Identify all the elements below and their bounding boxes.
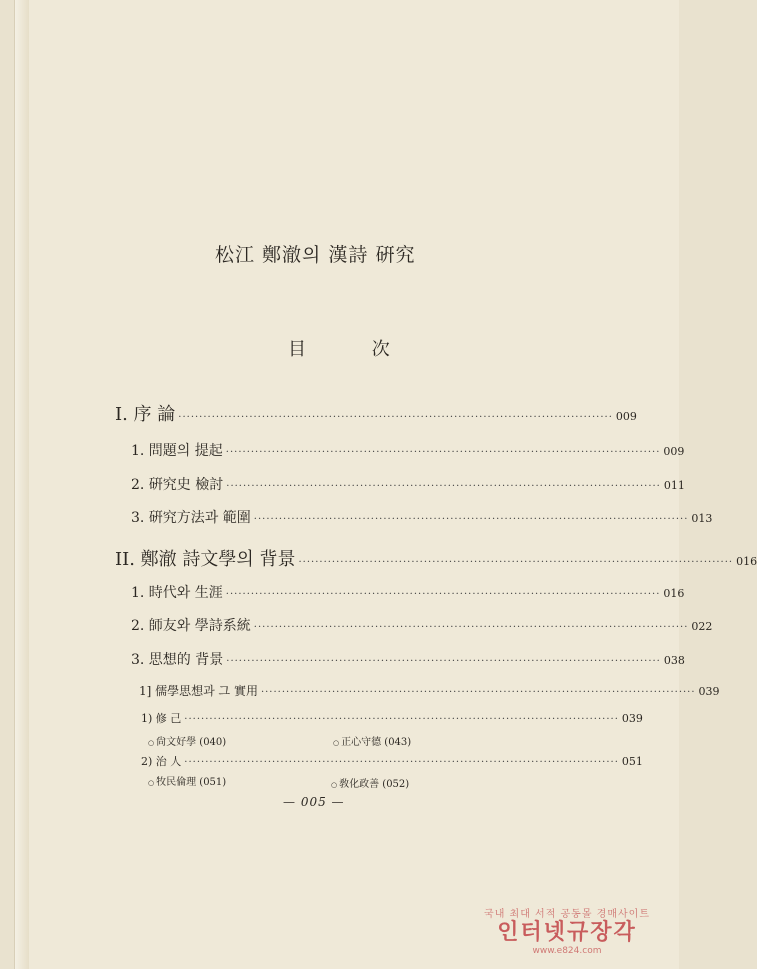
toc-label: II. 鄭澈 詩文學의 背景: [115, 549, 296, 570]
bullet-icon: ○: [333, 738, 340, 747]
toc-page: 039: [698, 685, 720, 698]
toc-entry: [115, 400, 637, 426]
toc-label: 2. 硏究史 檢討: [131, 477, 224, 493]
toc-leader: ········································································································: [226, 656, 661, 667]
toc-leader: ········································································································: [253, 514, 689, 525]
toc-label: 1. 問題의 提起: [131, 443, 223, 459]
toc-label: 1. 時代와 生涯: [131, 585, 223, 601]
toc-page: 039: [621, 712, 643, 725]
toc-leader: ········································································································: [226, 481, 661, 492]
toc-label: 3. 思想的 背景: [131, 652, 224, 668]
toc-label: 1) 修 己: [141, 712, 182, 725]
toc-entry: [139, 682, 720, 699]
toc-entry: [141, 753, 643, 769]
toc-page: 009: [663, 445, 685, 458]
toc-entry: [141, 710, 643, 726]
document-page: [14, 0, 757, 969]
toc-label: 1] 儒學思想과 그 實用: [139, 684, 258, 698]
document-subtitle: 目 次: [288, 339, 420, 360]
toc-entry: [131, 474, 685, 494]
document-title: 松江 鄭澈의 漢詩 硏究: [215, 244, 416, 266]
toc-leader: ········································································································: [260, 687, 696, 698]
toc-entry: [131, 582, 685, 602]
watermark-stamp: [484, 905, 650, 956]
toc-entry: [115, 545, 757, 571]
bullet-icon: ○: [148, 738, 155, 747]
toc-label: I. 序 論: [115, 404, 176, 425]
toc-page: 016: [736, 555, 757, 568]
toc-page: 038: [663, 654, 685, 667]
toc-leader: ········································································································: [184, 757, 619, 768]
toc-page: 011: [663, 479, 685, 492]
toc-entry: [131, 649, 685, 669]
toc-page: 009: [615, 410, 637, 423]
toc-entry: [131, 615, 713, 635]
toc-page: 051: [621, 755, 643, 768]
stamp-line-1: 국내 최대 서적 공동몰 경매사이트: [484, 909, 650, 920]
toc-entry: [131, 507, 713, 527]
toc-label: 3. 硏究方法과 範圍: [131, 510, 251, 526]
toc-subitem: ○ 敎化政善 (052): [331, 779, 410, 790]
toc-subitem: ○ 牧民倫理 (051): [148, 777, 227, 788]
bullet-icon: ○: [148, 778, 155, 787]
toc-label: 2. 師友와 學詩系統: [131, 618, 251, 634]
toc-leader: ········································································································: [178, 412, 613, 423]
page-edge: [15, 0, 29, 969]
toc-page: 022: [691, 620, 713, 633]
toc-page: 013: [691, 512, 713, 525]
toc-page: 016: [663, 587, 685, 600]
toc-leader: ········································································································: [225, 447, 661, 458]
stamp-line-3: www.e824.com: [532, 946, 602, 956]
toc-leader: ········································································································: [184, 714, 619, 725]
toc-subitem: ○ 正心守德 (043): [333, 737, 412, 748]
toc-label: 2) 治 人: [141, 755, 182, 768]
stamp-line-2: 인터넷규장각: [497, 920, 637, 945]
toc-leader: ········································································································: [298, 557, 734, 568]
toc-subitem: ○ 尙文好學 (040): [148, 737, 227, 748]
bullet-icon: ○: [331, 780, 338, 789]
toc-entry: [131, 440, 685, 460]
toc-leader: ········································································································: [225, 589, 661, 600]
page-number-footer: — 005 —: [283, 795, 345, 809]
toc-leader: ········································································································: [253, 622, 689, 633]
